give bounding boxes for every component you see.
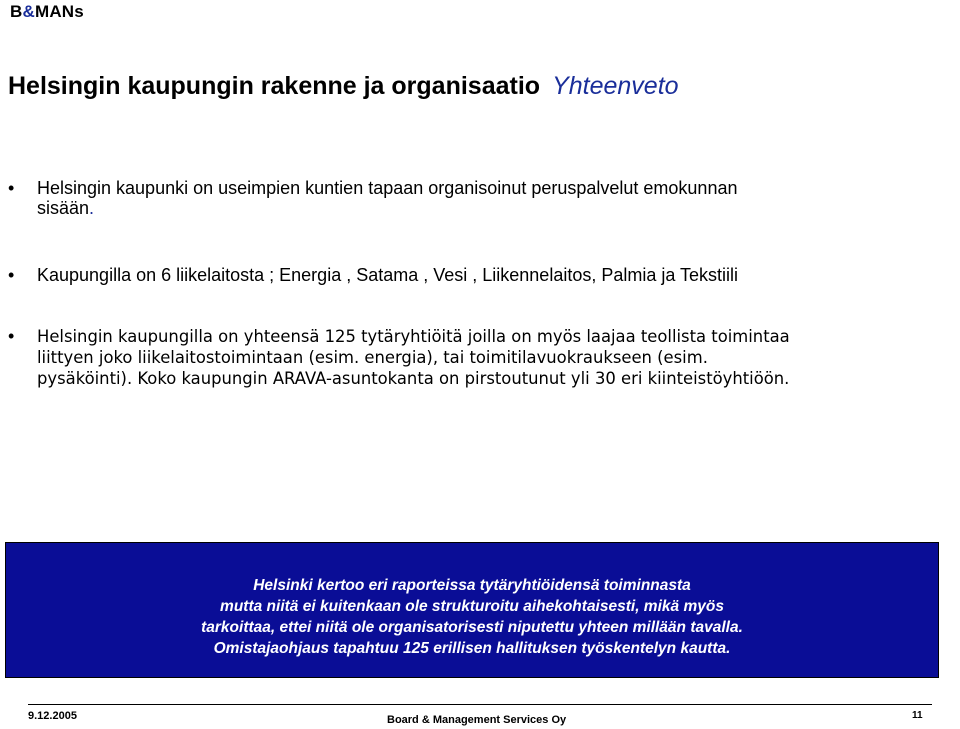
bullet-1-line-2-text: sisään	[37, 198, 90, 218]
bullet-icon: •	[8, 265, 15, 285]
bullet-1-line-1: Helsingin kaupunki on useimpien kuntien tapaan organisoinut peruspalvelut emokunnan	[37, 178, 738, 198]
bullet-1-line-2	[37, 198, 937, 218]
summary-line-4: Omistajaohjaus tapahtuu 125 erillisen hallituksen työskentelyn kautta.	[213, 640, 731, 657]
footer-divider	[28, 704, 932, 705]
bullet-text-3	[37, 326, 937, 389]
page-title-sub: Yhteenveto	[552, 72, 679, 100]
bullet-3-line-1: Helsingin kaupungilla on yhteensä 125 tytäryhtiöitä joilla on myös laajaa teollista toimintaa	[37, 327, 790, 346]
summary-box-text	[6, 575, 938, 659]
bullet-text-1	[37, 178, 937, 218]
bullet-1-period: .	[89, 198, 95, 218]
logo	[10, 2, 84, 22]
bullet-3-line-2: liittyen joko liikelaitostoimintaan (esim. energia), tai toimitilavuokraukseen (esim.	[37, 348, 708, 367]
logo-b: B	[10, 2, 23, 21]
footer-date: 9.12.2005	[28, 710, 77, 722]
bullet-icon: •	[8, 178, 15, 198]
page-number: 11	[912, 710, 923, 721]
footer-company: Board & Management Services Oy	[387, 714, 567, 726]
summary-box	[5, 542, 939, 678]
bullet-3-line-3: pysäköinti). Koko kaupungin ARAVA-asuntokanta on pirstoutunut yli 30 eri kiinteistöyhtiöön.	[37, 369, 790, 388]
summary-line-3: tarkoittaa, ettei niitä ole organisatorisesti niputettu yhteen millään tavalla.	[201, 619, 743, 636]
bullet-icon: •	[8, 326, 15, 346]
page-title	[8, 72, 679, 101]
logo-mans: MANs	[34, 2, 84, 21]
summary-line-1: Helsinki kertoo eri raporteissa tytäryhtiöidensä toiminnasta	[253, 577, 691, 594]
bullet-text-2: Kaupungilla on 6 liikelaitosta ; Energia , Satama , Vesi , Liikennelaitos, Palmia ja Tekstiili	[37, 265, 739, 285]
logo-ampersand: &	[22, 2, 35, 21]
summary-line-2: mutta niitä ei kuitenkaan ole strukturoitu aihekohtaisesti, mikä myös	[220, 598, 724, 615]
page-title-main: Helsingin kaupungin rakenne ja organisaatio	[8, 72, 541, 100]
